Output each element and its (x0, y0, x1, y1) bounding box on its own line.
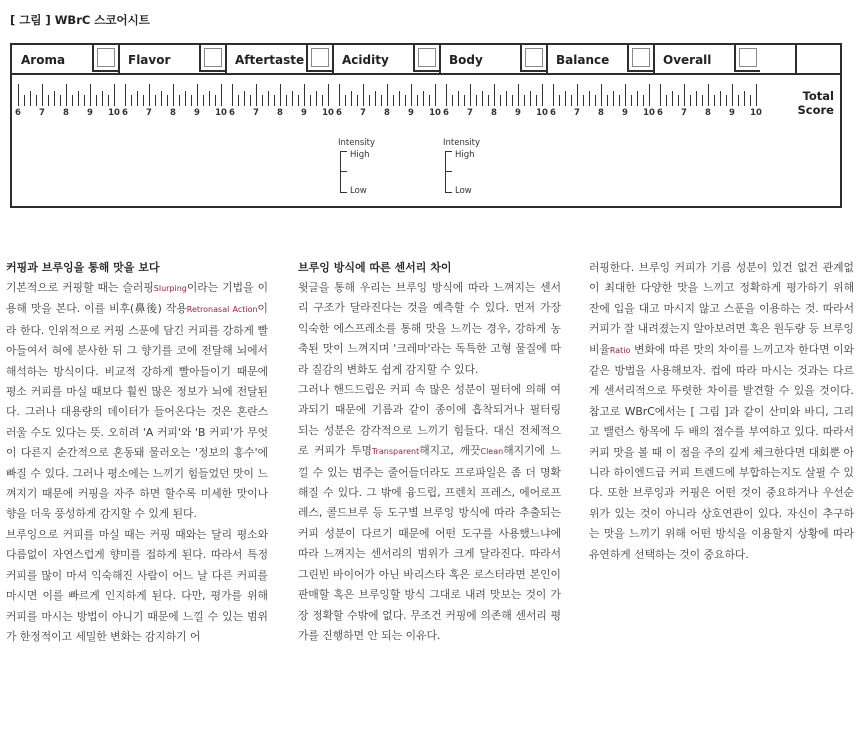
scale-tick (191, 95, 192, 106)
term-retronasal-action: Retronasal Action (186, 305, 258, 315)
scale-tick (393, 95, 394, 106)
score-box-aroma (92, 45, 118, 72)
scale-tick (524, 95, 525, 106)
scale-tick (203, 95, 204, 106)
scale-number: 10 (643, 108, 655, 118)
scale-tick (381, 95, 382, 106)
score-box-aftertaste (306, 45, 332, 72)
scale-tick (161, 91, 162, 106)
scale-tick (553, 84, 554, 106)
score-scale-body (446, 82, 546, 106)
scale-number: 8 (63, 108, 69, 118)
score-box-overall (734, 45, 760, 72)
scale-tick (221, 84, 222, 106)
scale-tick (494, 84, 495, 106)
attribute-label-aftertaste: Aftertaste (235, 53, 305, 67)
scale-tick (625, 84, 626, 106)
scale-tick (42, 84, 43, 106)
scale-numbers (657, 108, 764, 120)
scale-number: 8 (384, 108, 390, 118)
scale-tick (464, 95, 465, 106)
article-column-1 (6, 258, 268, 647)
scale-number: 10 (429, 108, 441, 118)
scale-number: 8 (491, 108, 497, 118)
scale-tick (310, 95, 311, 106)
paragraph: 그러나 핸드드립은 커피 속 많은 성분이 필터에 의해 여과되기 때문에 기름과 같이 종이에 흡착되거나 필터링 되는 성분은 감각적으로 느끼기 힘들다. 대신 전체적으로 커피가 투명Transparent해지고, 깨끗Clean해지기에 느낄 수 있는 범주는 줄어들더라도 프로파일은 좀 더 명확해질 수 있다. 그 밖에 융드립, 프렌치 프레스, 에어로프레스, 콜드브루 등 도구별 브루잉 방식에 따라 추출되는 커피 성분이 다르기 때문에 어떤 도구를 사용했느냐에 따라 느껴지는 센서리의 범위가 크게 달라진다. 따라서 그린빈 바이어가 아닌 바리스타 혹은 로스터라면 본인이 판매할 혹은 브루잉할 방식 그대로 내려 맛보는 것이 가장 정확할 수밖에 없다. 무조건 커핑에 의존해 센서리 평가를 진행하면 안 되는 이유다. (298, 383, 561, 642)
header-column-divider (653, 45, 655, 73)
scale-tick (458, 91, 459, 106)
attribute-label-overall: Overall (663, 53, 712, 67)
scale-tick (607, 95, 608, 106)
section-heading-cupping-brewing: 커핑과 브루잉을 통해 맛을 보다 (6, 261, 160, 274)
attribute-label-balance: Balance (556, 53, 610, 67)
attribute-label-flavor: Flavor (128, 53, 171, 67)
scale-number: 6 (443, 108, 449, 118)
scale-tick (649, 84, 650, 106)
scale-tick (357, 95, 358, 106)
scale-tick (60, 95, 61, 106)
scale-tick (72, 95, 73, 106)
scale-number: 6 (657, 108, 663, 118)
scale-tick (18, 84, 19, 106)
scale-number: 7 (467, 108, 473, 118)
scale-tick (36, 95, 37, 106)
scale-tick (316, 91, 317, 106)
scale-tick (209, 91, 210, 106)
scale-tick (530, 91, 531, 106)
scale-tick (435, 84, 436, 106)
scale-tick (613, 91, 614, 106)
scale-tick (137, 91, 138, 106)
scale-tick (155, 95, 156, 106)
score-box-balance (627, 45, 653, 72)
scale-tick (631, 95, 632, 106)
scale-tick (351, 91, 352, 106)
scale-tick (54, 91, 55, 106)
scale-tick (559, 95, 560, 106)
scale-tick (601, 84, 602, 106)
total-label-line2: Score (797, 103, 834, 117)
total-score-box (795, 45, 842, 75)
score-box-acidity (413, 45, 439, 72)
scale-tick (512, 95, 513, 106)
scale-number: 7 (253, 108, 259, 118)
scale-tick (684, 84, 685, 106)
scale-tick (215, 95, 216, 106)
scale-number: 6 (122, 108, 128, 118)
total-label-line1: Total (802, 89, 834, 103)
scale-number: 7 (39, 108, 45, 118)
intensity-high-label: High (455, 150, 475, 160)
scale-tick (708, 84, 709, 106)
scale-tick (690, 95, 691, 106)
intensity-label: Intensity (443, 138, 480, 148)
scale-tick (595, 95, 596, 106)
attribute-label-acidity: Acidity (342, 53, 389, 67)
wbrc-scoresheet (10, 43, 842, 208)
scale-number: 7 (574, 108, 580, 118)
scale-number: 9 (729, 108, 735, 118)
scale-tick (197, 84, 198, 106)
scale-tick (542, 84, 543, 106)
scale-tick (149, 84, 150, 106)
scale-tick (345, 95, 346, 106)
scale-tick (643, 95, 644, 106)
scale-tick (280, 84, 281, 106)
scale-numbers (122, 108, 229, 120)
scale-tick (423, 91, 424, 106)
scale-tick (108, 95, 109, 106)
scale-number: 8 (705, 108, 711, 118)
scale-tick (173, 84, 174, 106)
intensity-low-label: Low (455, 186, 472, 196)
scale-tick (666, 95, 667, 106)
intensity-bar (445, 151, 446, 193)
total-score-label (784, 89, 834, 117)
score-box-flavor (199, 45, 225, 72)
scale-tick (84, 95, 85, 106)
scale-tick (696, 91, 697, 106)
scale-tick (452, 95, 453, 106)
scale-tick (672, 91, 673, 106)
scale-tick (292, 91, 293, 106)
scale-number: 10 (750, 108, 762, 118)
scale-number: 6 (229, 108, 235, 118)
scale-number: 10 (108, 108, 120, 118)
scale-tick (405, 95, 406, 106)
scale-number: 7 (360, 108, 366, 118)
article-column-2 (298, 258, 561, 646)
figure-caption: [ 그림 ] WBrC 스코어시트 (10, 13, 150, 27)
intensity-high-label: High (350, 150, 370, 160)
scale-tick (619, 95, 620, 106)
scale-number: 6 (336, 108, 342, 118)
scale-numbers (15, 108, 122, 120)
scale-numbers (336, 108, 443, 120)
intensity-label: Intensity (338, 138, 375, 148)
scale-tick (102, 91, 103, 106)
scale-tick (274, 95, 275, 106)
scale-tick (48, 95, 49, 106)
paragraph: 윗글을 통해 우리는 브루잉 방식에 따라 느껴지는 센서리 구조가 달라진다는 것을 예측할 수 있다. 먼저 가장 익숙한 에스프레소를 통해 맛을 느끼는 경우, 강하게 농축된 맛이 느껴지며 '크레마'라는 독특한 고형 물질에 따라 질감의 변화도 쉽게 감지할 수 있다. (298, 281, 561, 376)
scale-tick (286, 95, 287, 106)
scale-tick (238, 95, 239, 106)
scale-tick (660, 84, 661, 106)
scale-tick (732, 84, 733, 106)
scale-tick (114, 84, 115, 106)
scale-tick (375, 91, 376, 106)
scale-tick (304, 84, 305, 106)
header-column-divider (225, 45, 227, 73)
scale-tick (488, 95, 489, 106)
scale-number: 6 (15, 108, 21, 118)
scale-tick (720, 91, 721, 106)
scale-number: 9 (622, 108, 628, 118)
paragraph: 기본적으로 커핑할 때는 슬러핑Slurping이라는 기법을 이용해 맛을 본다. 이를 비후(鼻後) 작용Retronasal Action이라 한다. 인위적으로 커핑 스푼에 담긴 커피를 강하게 빨아들여서 혀에 분사한 뒤 그 향기를 코에 전달해 뇌에서 해석하는 방식이다. 비교적 강하게 빨아들이기 때문에 평소 커피를 마실 때보다 훨씬 많은 정보가 뇌에 전달된다. 그러나 대용량의 데이터가 들어온다는 것은 혼란스러울 수도 있다는 뜻. 오히려 'A 커피'와 'B 커피'가 무엇이 다른지 순간적으로 혼동돼 물러오는 '정보의 홍수'에 빠질 수 있다. 그러나 평소에는 느끼기 힘들었던 맛이 느껴지기 때문에 커핑을 자주 하면 할수록 미세한 맛이나 향을 더욱 풍성하게 감지할 수 있게 된다. (6, 281, 268, 521)
scale-tick (250, 95, 251, 106)
score-box-body (520, 45, 546, 72)
score-scale-aroma (18, 82, 118, 106)
scale-number: 9 (194, 108, 200, 118)
scale-tick (637, 91, 638, 106)
scale-tick (470, 84, 471, 106)
scale-tick (256, 84, 257, 106)
paragraph: 러핑한다. 브루잉 커피가 기름 성분이 있건 없건 관계없이 최대한 다양한 맛을 느끼고 정확하게 평가하기 위해 잔에 입을 대고 마시지 않고 스푼을 이용하는 것. 따라서 커피가 잘 내려졌는지 알아보려면 혹은 원두량 등 브루잉 비율Ratio 변화에 따른 맛의 차이를 느끼고자 한다면 이와 같은 방법을 사용해보자. 컵에 따라 마시는 것과는 다르게 센서리적으로 뚜렷한 차이를 발견할 수 있을 것이다. 참고로 WBrC에서는 [ 그림 ]과 같이 산미와 바디, 그리고 밸런스 항목에 두 배의 점수를 부여하고 있다. 따라서 커피 맛을 볼 때 이 점을 주의 깊게 체크한다면 대회뿐 아니라 하이엔드급 커피 트렌드에 부합하는지도 살필 수 있다. 또한 브루잉과 커핑은 어떤 것이 중요하거나 우선순위가 있는 것이 아니라 상호연관이 있다. 자신이 추구하는 맛을 느끼기 위해 어떤 방식을 이용할지 상황에 따라 유연하게 선택하는 것이 중요하다. (589, 261, 854, 561)
score-scale-overall (660, 82, 760, 106)
scale-tick (702, 95, 703, 106)
term-clean: Clean (480, 447, 504, 457)
section-heading-sensory-difference: 브루잉 방식에 따른 센서리 차이 (298, 261, 452, 274)
scale-tick (322, 95, 323, 106)
scale-tick (518, 84, 519, 106)
body-intensity-scale (443, 138, 503, 198)
scale-tick (363, 84, 364, 106)
scale-tick (577, 84, 578, 106)
scale-tick (536, 95, 537, 106)
scale-number: 9 (87, 108, 93, 118)
scale-number: 9 (408, 108, 414, 118)
scale-tick (232, 84, 233, 106)
scale-number: 10 (215, 108, 227, 118)
header-divider (12, 73, 840, 75)
scale-tick (262, 95, 263, 106)
score-scale-balance (553, 82, 653, 106)
scale-tick (750, 95, 751, 106)
scale-tick (417, 95, 418, 106)
header-column-divider (332, 45, 334, 73)
scale-tick (24, 95, 25, 106)
scale-tick (738, 95, 739, 106)
scale-tick (90, 84, 91, 106)
score-scale-acidity (339, 82, 439, 106)
term-ratio: Ratio (609, 345, 631, 355)
scale-tick (506, 91, 507, 106)
scale-tick (411, 84, 412, 106)
term-transparent: Transparent (371, 447, 420, 457)
scale-number: 9 (301, 108, 307, 118)
scale-number: 8 (170, 108, 176, 118)
header-column-divider (439, 45, 441, 73)
scale-numbers (443, 108, 550, 120)
scale-tick (714, 95, 715, 106)
term-slurping: Slurping (153, 284, 187, 293)
scale-number: 10 (536, 108, 548, 118)
article-column-3 (589, 258, 854, 565)
acidity-intensity-scale (338, 138, 398, 198)
scale-number: 10 (322, 108, 334, 118)
scale-tick (96, 95, 97, 106)
scale-tick (446, 84, 447, 106)
scale-tick (482, 91, 483, 106)
scale-tick (131, 95, 132, 106)
scale-tick (678, 95, 679, 106)
scale-tick (179, 95, 180, 106)
scale-tick (571, 95, 572, 106)
scale-tick (125, 84, 126, 106)
scale-number: 7 (681, 108, 687, 118)
scale-tick (756, 84, 757, 106)
scale-tick (78, 91, 79, 106)
scale-tick (726, 95, 727, 106)
scale-tick (369, 95, 370, 106)
scale-number: 8 (277, 108, 283, 118)
attribute-label-body: Body (449, 53, 483, 67)
scale-tick (298, 95, 299, 106)
scale-number: 6 (550, 108, 556, 118)
scale-tick (185, 91, 186, 106)
scale-tick (399, 91, 400, 106)
scale-tick (387, 84, 388, 106)
scale-tick (268, 91, 269, 106)
scale-tick (500, 95, 501, 106)
intensity-bar (340, 151, 341, 193)
scale-tick (328, 84, 329, 106)
attribute-label-aroma: Aroma (21, 53, 66, 67)
scale-tick (167, 95, 168, 106)
scale-tick (339, 84, 340, 106)
scale-tick (244, 91, 245, 106)
header-column-divider (546, 45, 548, 73)
scale-number: 9 (515, 108, 521, 118)
scale-tick (66, 84, 67, 106)
header-column-divider (118, 45, 120, 73)
scale-tick (429, 95, 430, 106)
scale-number: 7 (146, 108, 152, 118)
paragraph: 브루잉으로 커피를 마실 때는 커핑 때와는 달리 평소와 다름없이 자연스럽게 향미를 접하게 된다. 따라서 특정 커피를 많이 마셔 익숙해진 사람이 어느 날 다른 커피를 마시면 이를 빠르게 인지하게 된다. 다만, 평가를 위해 커피를 마시는 방법이 아니기 때문에 느낄 수 있는 범위가 한정적이고 세밀한 변화는 감지하기 어 (6, 527, 268, 643)
scale-tick (744, 91, 745, 106)
intensity-low-label: Low (350, 186, 367, 196)
scale-number: 8 (598, 108, 604, 118)
scale-numbers (229, 108, 336, 120)
score-scale-flavor (125, 82, 225, 106)
scale-tick (583, 95, 584, 106)
scale-tick (565, 91, 566, 106)
scale-tick (589, 91, 590, 106)
scale-numbers (550, 108, 657, 120)
scale-tick (476, 95, 477, 106)
scale-tick (30, 91, 31, 106)
scale-tick (143, 95, 144, 106)
score-scale-aftertaste (232, 82, 332, 106)
